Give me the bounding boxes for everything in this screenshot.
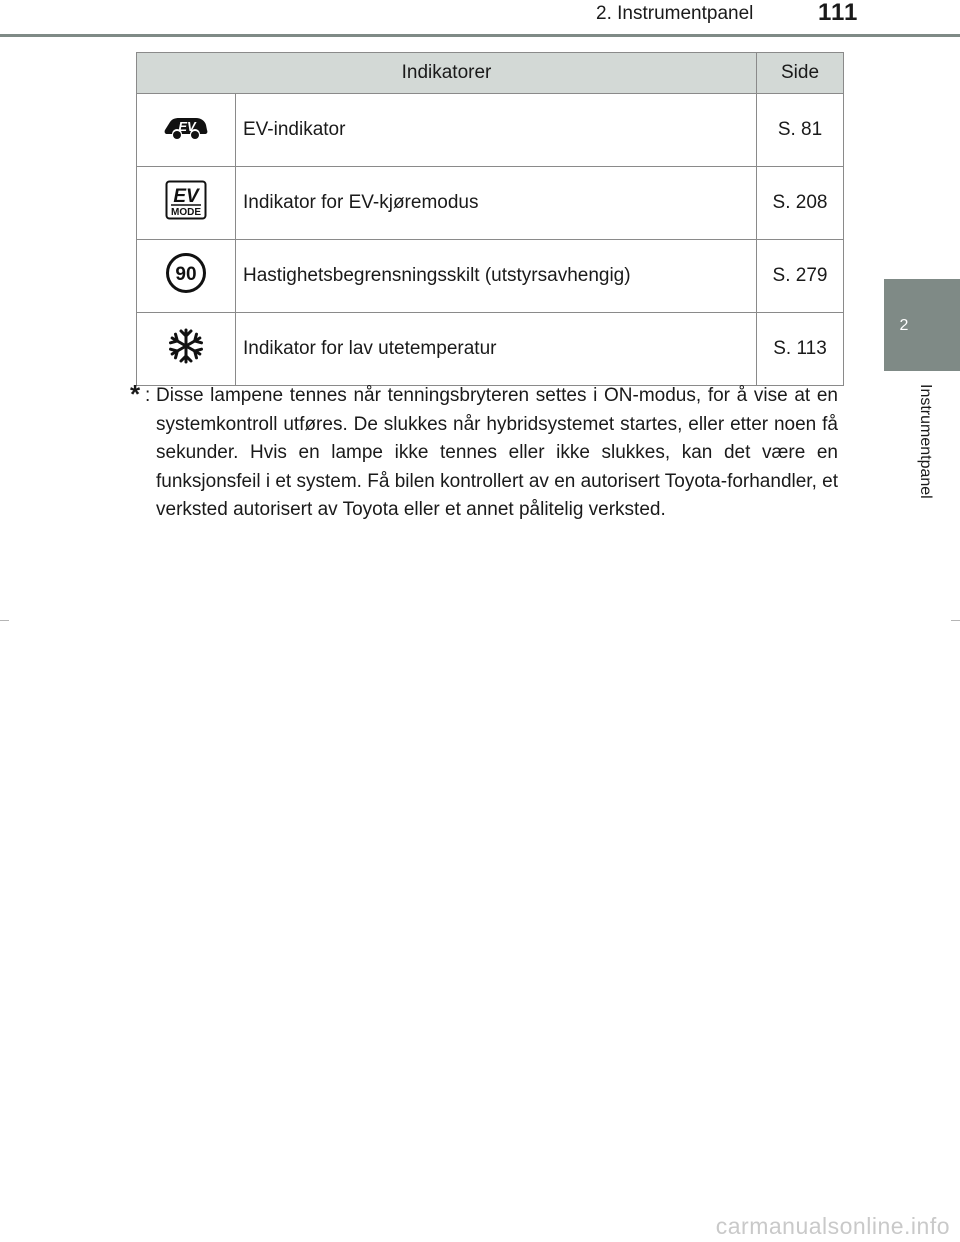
table-row <box>137 94 844 167</box>
icon-cell <box>137 167 236 240</box>
page-ref: S. 279 <box>757 240 844 313</box>
indicator-table <box>136 52 844 386</box>
table-row <box>137 240 844 313</box>
watermark: carmanualsonline.info <box>715 1213 950 1239</box>
header-title: 2. Instrumentpanel <box>596 3 754 24</box>
header-indicators: Indikatorer <box>137 53 757 94</box>
icon-cell <box>137 240 236 313</box>
footnote-colon: : <box>145 385 151 406</box>
header-rule <box>0 34 960 37</box>
ev-mode-icon <box>165 180 207 220</box>
table-row <box>137 313 844 386</box>
table-header-row <box>137 53 844 94</box>
page-ref: S. 113 <box>757 313 844 386</box>
indicator-name: Indikator for EV-kjøremodus <box>236 167 757 240</box>
footnote-marker: * <box>130 379 141 409</box>
snowflake-icon <box>167 327 205 365</box>
header-page: Side <box>757 53 844 94</box>
speed-limit-value: 90 <box>175 264 197 285</box>
chapter-number: 2 <box>899 317 909 334</box>
indicator-name: Hastighetsbegrensningsskilt (utstyrsavhengig) <box>236 240 757 313</box>
ev-indicator-icon <box>162 111 210 143</box>
footnote-text: Disse lampene tennes når tenningsbryteren settes i ON-modus, for å vise at en systemkontroll utføres. De slukkes når hybridsystemet startes, eller etter noen få sekunder. Hvis en lampe ikke tennes eller ikke slukkes, kan det være en funksjonsfeil i et system. Få bilen kontrollert av en autorisert Toyota-forhandler, et verksted autorisert av Toyota eller et annet pålitelig verksted. <box>156 385 838 520</box>
page-ref: S. 81 <box>757 94 844 167</box>
icon-cell <box>137 313 236 386</box>
crop-mark-left <box>0 620 9 621</box>
page-ref: S. 208 <box>757 167 844 240</box>
page-number: 111 <box>818 0 859 26</box>
ev-mode-icon-bottom-text: MODE <box>171 207 201 218</box>
icon-cell <box>137 94 236 167</box>
chapter-side-tab <box>884 279 960 371</box>
crop-mark-right <box>951 620 960 621</box>
table-row <box>137 167 844 240</box>
footnote <box>130 379 838 525</box>
indicator-name: EV-indikator <box>236 94 757 167</box>
chapter-label: Instrumentpanel <box>917 384 934 499</box>
svg-text:EV: EV <box>178 119 196 134</box>
indicator-name: Indikator for lav utetemperatur <box>236 313 757 386</box>
ev-mode-icon-top-text: EV <box>173 186 199 207</box>
speed-limit-sign-icon <box>165 252 207 294</box>
